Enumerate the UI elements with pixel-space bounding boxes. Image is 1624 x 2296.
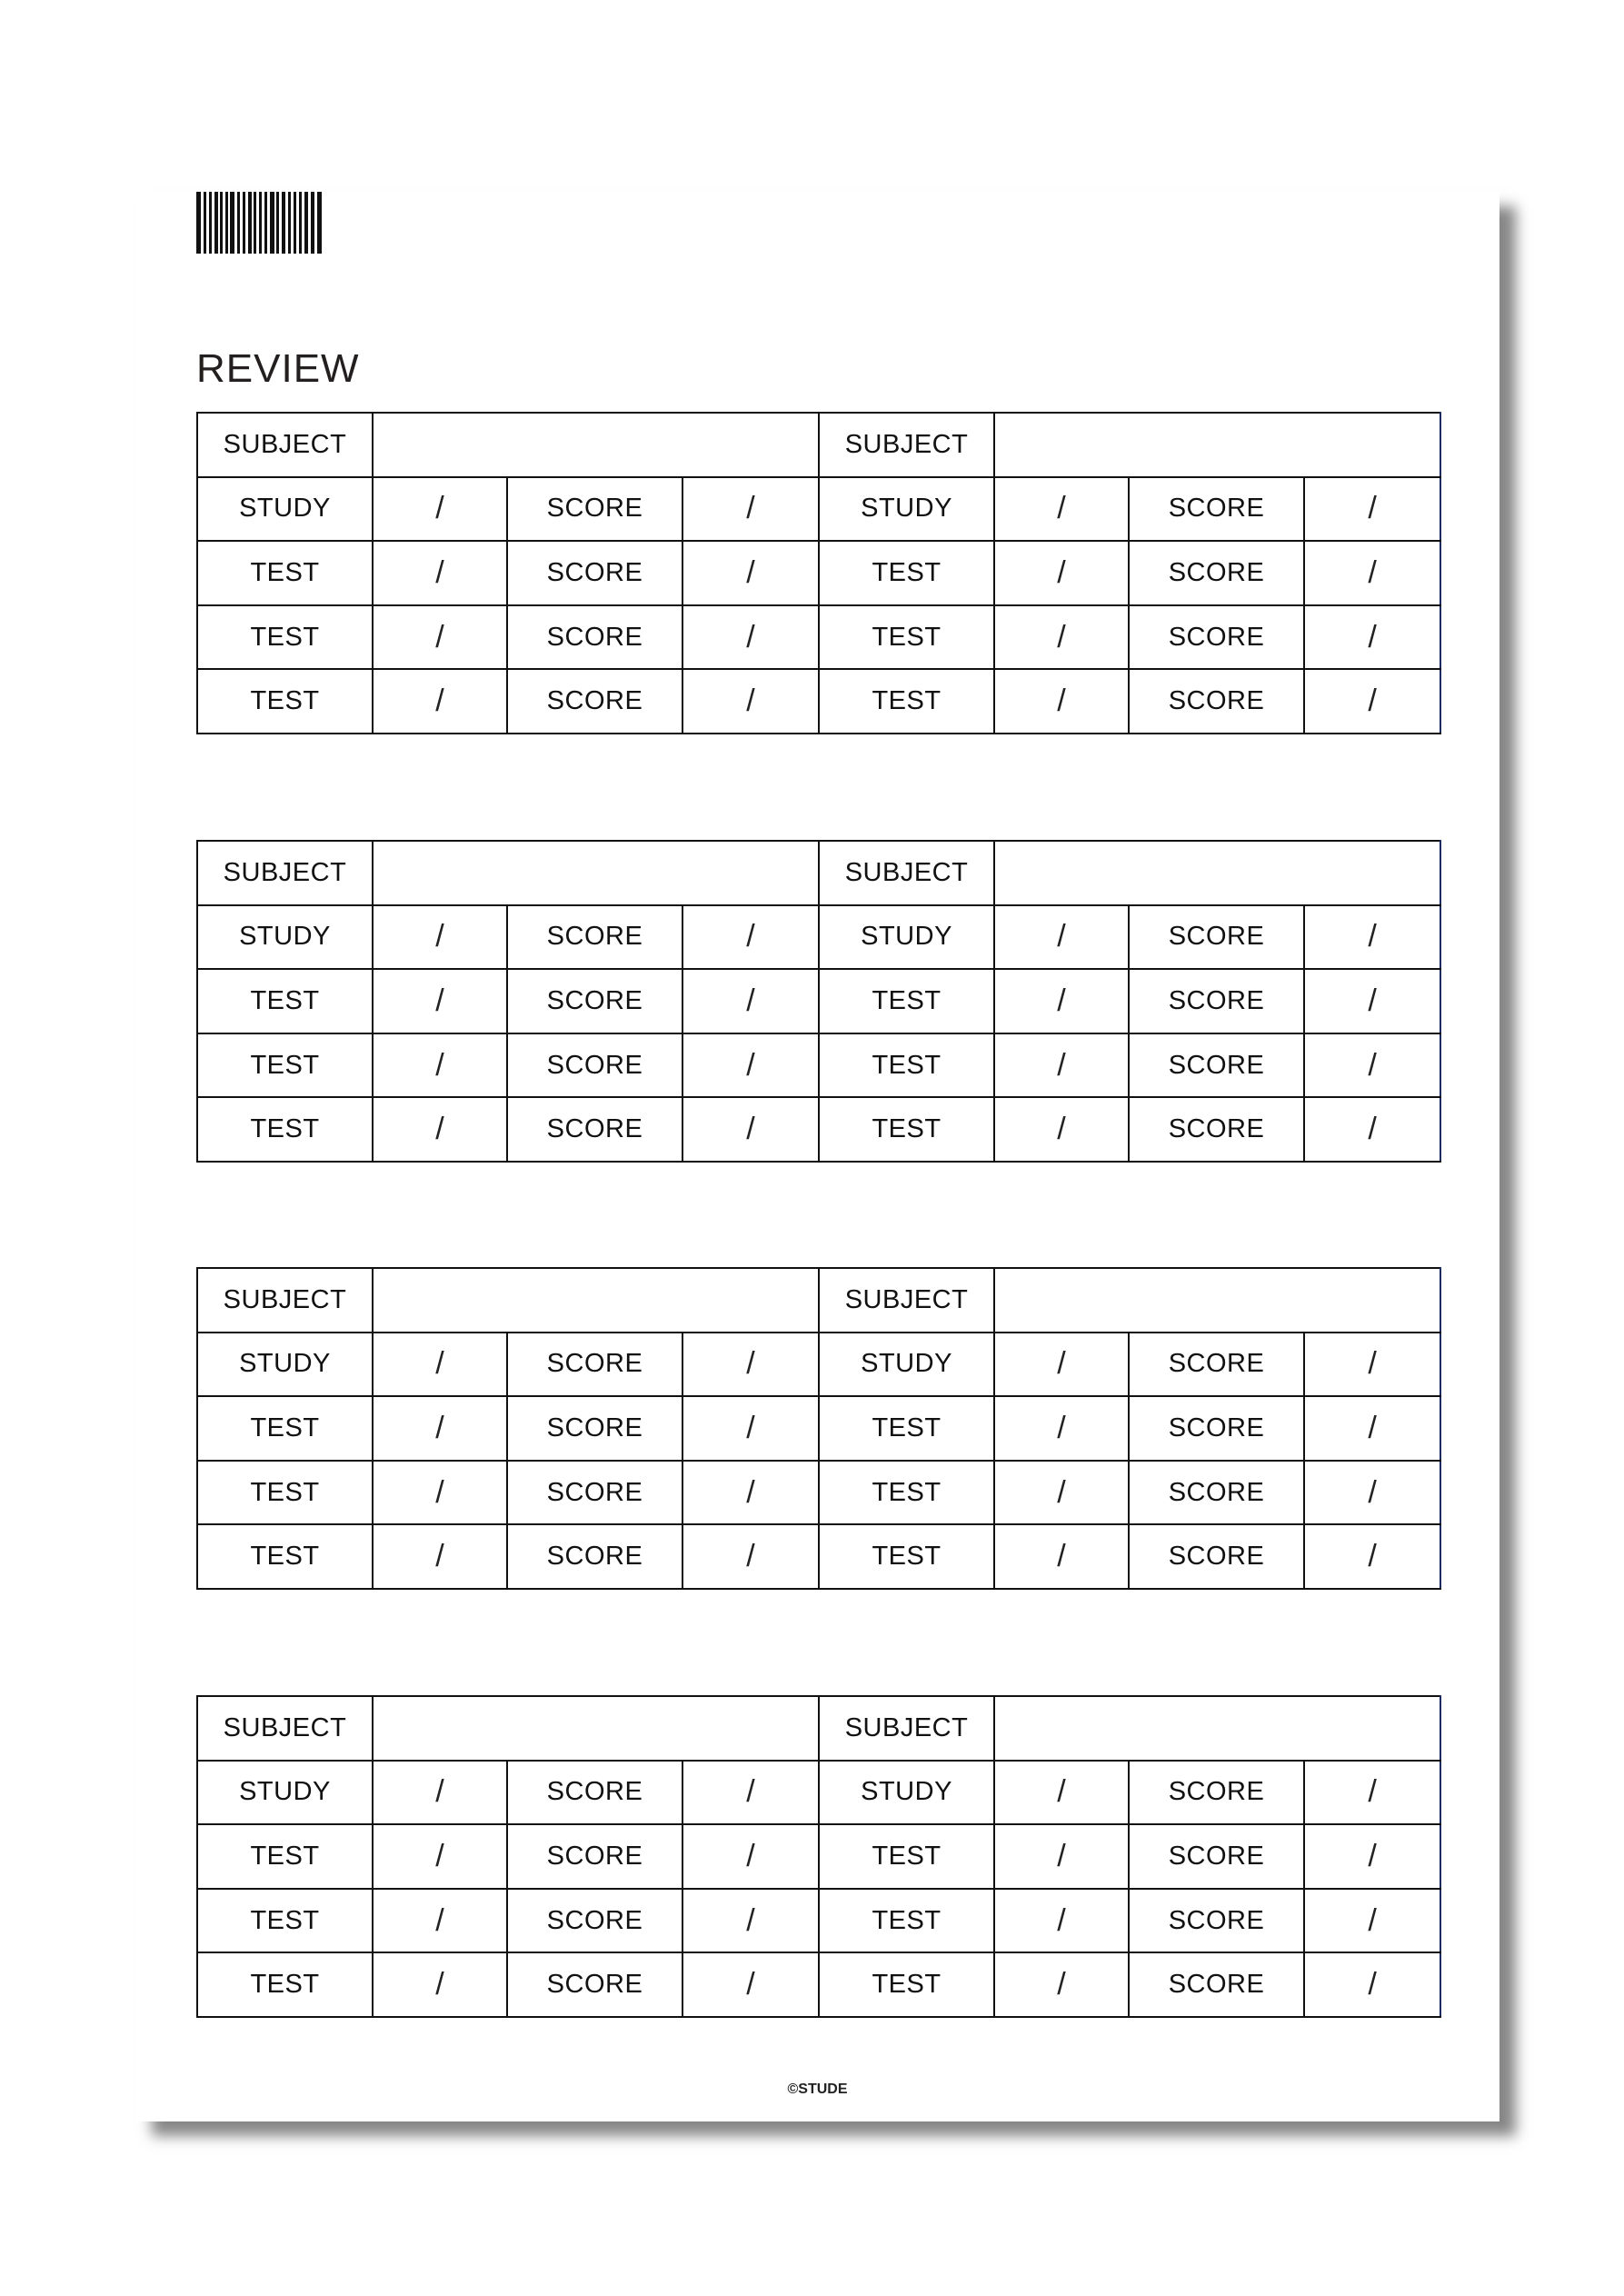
subject-field <box>373 413 819 477</box>
score-label: SCORE <box>507 905 682 970</box>
score-label: SCORE <box>1129 969 1304 1033</box>
date-field: / <box>373 1761 507 1825</box>
subject-label: SUBJECT <box>819 1268 994 1333</box>
score-field: / <box>682 1889 819 1953</box>
study-label: STUDY <box>819 1333 994 1397</box>
test-label: TEST <box>819 605 994 670</box>
date-field: / <box>994 1952 1129 2017</box>
score-label: SCORE <box>507 1889 682 1953</box>
review-table <box>196 1267 1441 1590</box>
date-field: / <box>373 1033 507 1098</box>
score-label: SCORE <box>1129 1524 1304 1589</box>
score-label: SCORE <box>1129 1761 1304 1825</box>
record-row <box>197 1824 1440 1889</box>
score-field: / <box>682 969 819 1033</box>
subject-field <box>994 413 1440 477</box>
subject-label: SUBJECT <box>197 1268 373 1333</box>
date-field: / <box>373 905 507 970</box>
record-row <box>197 1333 1440 1397</box>
score-label: SCORE <box>1129 1033 1304 1098</box>
study-label: STUDY <box>819 1761 994 1825</box>
score-field: / <box>1304 669 1440 734</box>
subject-label: SUBJECT <box>819 841 994 905</box>
score-field: / <box>682 1952 819 2017</box>
test-label: TEST <box>819 1461 994 1525</box>
record-row <box>197 1033 1440 1098</box>
score-label: SCORE <box>1129 1097 1304 1162</box>
review-table <box>196 1695 1441 2018</box>
test-label: TEST <box>197 605 373 670</box>
study-label: STUDY <box>197 1761 373 1825</box>
score-label: SCORE <box>1129 477 1304 542</box>
test-label: TEST <box>197 1396 373 1461</box>
score-field: / <box>682 1333 819 1397</box>
record-row <box>197 1952 1440 2017</box>
record-row <box>197 541 1440 605</box>
page-title: REVIEW <box>196 346 360 391</box>
date-field: / <box>373 541 507 605</box>
score-field: / <box>1304 1889 1440 1953</box>
score-label: SCORE <box>1129 1461 1304 1525</box>
score-field: / <box>1304 1333 1440 1397</box>
score-label: SCORE <box>507 1524 682 1589</box>
date-field: / <box>994 669 1129 734</box>
subject-row <box>197 841 1440 905</box>
date-field: / <box>994 1461 1129 1525</box>
score-field: / <box>1304 541 1440 605</box>
subject-field <box>994 1696 1440 1761</box>
score-label: SCORE <box>507 605 682 670</box>
record-row <box>197 477 1440 542</box>
subject-field <box>994 841 1440 905</box>
date-field: / <box>994 1524 1129 1589</box>
score-field: / <box>1304 1461 1440 1525</box>
test-label: TEST <box>197 969 373 1033</box>
test-label: TEST <box>819 1824 994 1889</box>
date-field: / <box>994 1824 1129 1889</box>
test-label: TEST <box>819 669 994 734</box>
copyright-text: ©STUDE <box>787 2081 848 2097</box>
record-row <box>197 1461 1440 1525</box>
score-label: SCORE <box>1129 669 1304 734</box>
score-field: / <box>1304 1761 1440 1825</box>
study-label: STUDY <box>819 477 994 542</box>
subject-label: SUBJECT <box>197 841 373 905</box>
score-field: / <box>682 669 819 734</box>
score-field: / <box>682 1033 819 1098</box>
test-label: TEST <box>819 969 994 1033</box>
date-field: / <box>373 1524 507 1589</box>
date-field: / <box>994 969 1129 1033</box>
test-label: TEST <box>819 1097 994 1162</box>
score-field: / <box>682 1524 819 1589</box>
score-field: / <box>1304 1524 1440 1589</box>
date-field: / <box>994 1889 1129 1953</box>
record-row <box>197 905 1440 970</box>
score-field: / <box>1304 1033 1440 1098</box>
record-row <box>197 969 1440 1033</box>
subject-row <box>197 1268 1440 1333</box>
score-field: / <box>1304 969 1440 1033</box>
score-label: SCORE <box>1129 905 1304 970</box>
record-row <box>197 1396 1440 1461</box>
score-field: / <box>1304 1952 1440 2017</box>
date-field: / <box>373 1461 507 1525</box>
barcode-graphic <box>196 192 322 254</box>
date-field: / <box>994 477 1129 542</box>
date-field: / <box>373 1889 507 1953</box>
subject-label: SUBJECT <box>197 1696 373 1761</box>
record-row <box>197 1097 1440 1162</box>
score-field: / <box>1304 605 1440 670</box>
date-field: / <box>994 1396 1129 1461</box>
score-field: / <box>682 477 819 542</box>
score-label: SCORE <box>1129 541 1304 605</box>
test-label: TEST <box>819 1889 994 1953</box>
score-field: / <box>682 1461 819 1525</box>
test-label: TEST <box>819 1396 994 1461</box>
date-field: / <box>994 541 1129 605</box>
test-label: TEST <box>197 1033 373 1098</box>
score-label: SCORE <box>507 1396 682 1461</box>
record-row <box>197 605 1440 670</box>
test-label: TEST <box>197 1097 373 1162</box>
date-field: / <box>373 605 507 670</box>
score-label: SCORE <box>507 541 682 605</box>
score-field: / <box>682 1097 819 1162</box>
date-field: / <box>994 605 1129 670</box>
score-field: / <box>1304 477 1440 542</box>
score-label: SCORE <box>507 1824 682 1889</box>
subject-row <box>197 413 1440 477</box>
date-field: / <box>373 1396 507 1461</box>
date-field: / <box>994 905 1129 970</box>
test-label: TEST <box>819 1524 994 1589</box>
score-label: SCORE <box>1129 605 1304 670</box>
subject-field <box>373 1696 819 1761</box>
score-field: / <box>682 1824 819 1889</box>
score-label: SCORE <box>1129 1952 1304 2017</box>
subject-field <box>373 841 819 905</box>
record-row <box>197 1524 1440 1589</box>
study-label: STUDY <box>197 905 373 970</box>
score-label: SCORE <box>507 1952 682 2017</box>
score-field: / <box>682 541 819 605</box>
study-label: STUDY <box>819 905 994 970</box>
record-row <box>197 1761 1440 1825</box>
score-field: / <box>682 1396 819 1461</box>
date-field: / <box>373 1824 507 1889</box>
test-label: TEST <box>197 541 373 605</box>
test-label: TEST <box>819 1033 994 1098</box>
score-label: SCORE <box>1129 1396 1304 1461</box>
score-label: SCORE <box>1129 1824 1304 1889</box>
score-label: SCORE <box>507 1033 682 1098</box>
review-table <box>196 412 1441 734</box>
date-field: / <box>994 1761 1129 1825</box>
test-label: TEST <box>197 1889 373 1953</box>
score-field: / <box>1304 905 1440 970</box>
record-row <box>197 1889 1440 1953</box>
date-field: / <box>373 669 507 734</box>
score-label: SCORE <box>507 477 682 542</box>
score-field: / <box>682 1761 819 1825</box>
study-label: STUDY <box>197 477 373 542</box>
score-label: SCORE <box>1129 1889 1304 1953</box>
subject-label: SUBJECT <box>197 413 373 477</box>
subject-label: SUBJECT <box>819 413 994 477</box>
score-field: / <box>1304 1097 1440 1162</box>
test-label: TEST <box>197 1524 373 1589</box>
score-field: / <box>682 905 819 970</box>
date-field: / <box>373 1333 507 1397</box>
record-row <box>197 669 1440 734</box>
study-label: STUDY <box>197 1333 373 1397</box>
test-label: TEST <box>819 1952 994 2017</box>
score-label: SCORE <box>507 669 682 734</box>
review-table <box>196 840 1441 1163</box>
score-label: SCORE <box>1129 1333 1304 1397</box>
test-label: TEST <box>197 1824 373 1889</box>
date-field: / <box>994 1097 1129 1162</box>
date-field: / <box>994 1333 1129 1397</box>
score-field: / <box>682 605 819 670</box>
date-field: / <box>994 1033 1129 1098</box>
date-field: / <box>373 1097 507 1162</box>
score-field: / <box>1304 1824 1440 1889</box>
subject-row <box>197 1696 1440 1761</box>
test-label: TEST <box>819 541 994 605</box>
score-label: SCORE <box>507 1761 682 1825</box>
score-label: SCORE <box>507 1333 682 1397</box>
subject-label: SUBJECT <box>819 1696 994 1761</box>
test-label: TEST <box>197 1461 373 1525</box>
date-field: / <box>373 1952 507 2017</box>
score-label: SCORE <box>507 1461 682 1525</box>
score-label: SCORE <box>507 969 682 1033</box>
subject-field <box>373 1268 819 1333</box>
subject-field <box>994 1268 1440 1333</box>
worksheet-page <box>135 192 1499 2121</box>
test-label: TEST <box>197 1952 373 2017</box>
date-field: / <box>373 969 507 1033</box>
score-label: SCORE <box>507 1097 682 1162</box>
test-label: TEST <box>197 669 373 734</box>
score-field: / <box>1304 1396 1440 1461</box>
date-field: / <box>373 477 507 542</box>
